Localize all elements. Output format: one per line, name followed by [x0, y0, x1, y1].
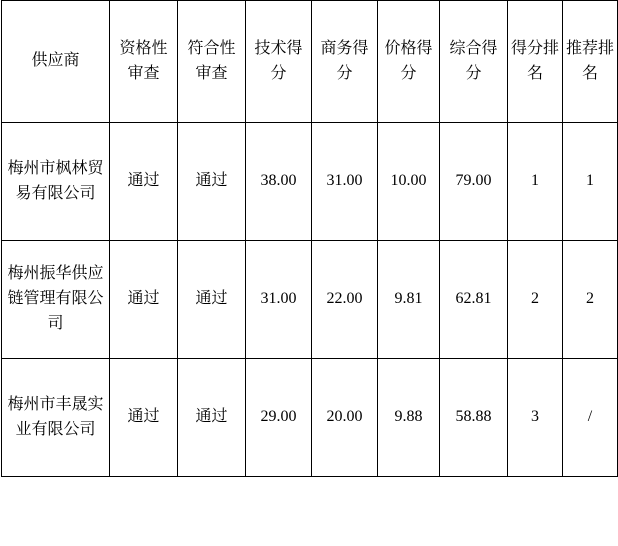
cell-business-score: 31.00	[312, 123, 378, 241]
cell-compliance-review: 通过	[178, 359, 246, 477]
column-header-qualification-review: 资格性审查	[110, 1, 178, 123]
cell-supplier: 梅州市枫林贸易有限公司	[2, 123, 110, 241]
cell-recommend-rank: 2	[563, 241, 618, 359]
table-row	[2, 241, 618, 359]
table-row	[2, 359, 618, 477]
cell-technical-score: 29.00	[246, 359, 312, 477]
cell-score-rank: 2	[508, 241, 563, 359]
cell-price-score: 10.00	[378, 123, 440, 241]
column-header-supplier: 供应商	[2, 1, 110, 123]
cell-compliance-review: 通过	[178, 241, 246, 359]
cell-qualification-review: 通过	[110, 241, 178, 359]
table-header	[2, 1, 618, 123]
column-header-recommend-rank: 推荐排名	[563, 1, 618, 123]
cell-recommend-rank: /	[563, 359, 618, 477]
cell-price-score: 9.81	[378, 241, 440, 359]
cell-business-score: 20.00	[312, 359, 378, 477]
cell-supplier: 梅州振华供应链管理有限公司	[2, 241, 110, 359]
column-header-price-score: 价格得分	[378, 1, 440, 123]
table-body	[2, 123, 618, 477]
column-header-total-score: 综合得分	[440, 1, 508, 123]
column-header-score-rank: 得分排名	[508, 1, 563, 123]
cell-technical-score: 31.00	[246, 241, 312, 359]
cell-total-score: 62.81	[440, 241, 508, 359]
cell-total-score: 79.00	[440, 123, 508, 241]
table-row	[2, 123, 618, 241]
column-header-technical-score: 技术得分	[246, 1, 312, 123]
cell-business-score: 22.00	[312, 241, 378, 359]
cell-qualification-review: 通过	[110, 123, 178, 241]
cell-price-score: 9.88	[378, 359, 440, 477]
cell-score-rank: 1	[508, 123, 563, 241]
cell-compliance-review: 通过	[178, 123, 246, 241]
cell-qualification-review: 通过	[110, 359, 178, 477]
cell-supplier: 梅州市丰晟实业有限公司	[2, 359, 110, 477]
cell-technical-score: 38.00	[246, 123, 312, 241]
evaluation-score-table	[1, 0, 618, 477]
column-header-compliance-review: 符合性审查	[178, 1, 246, 123]
table-header-row	[2, 1, 618, 123]
cell-recommend-rank: 1	[563, 123, 618, 241]
cell-score-rank: 3	[508, 359, 563, 477]
cell-total-score: 58.88	[440, 359, 508, 477]
column-header-business-score: 商务得分	[312, 1, 378, 123]
